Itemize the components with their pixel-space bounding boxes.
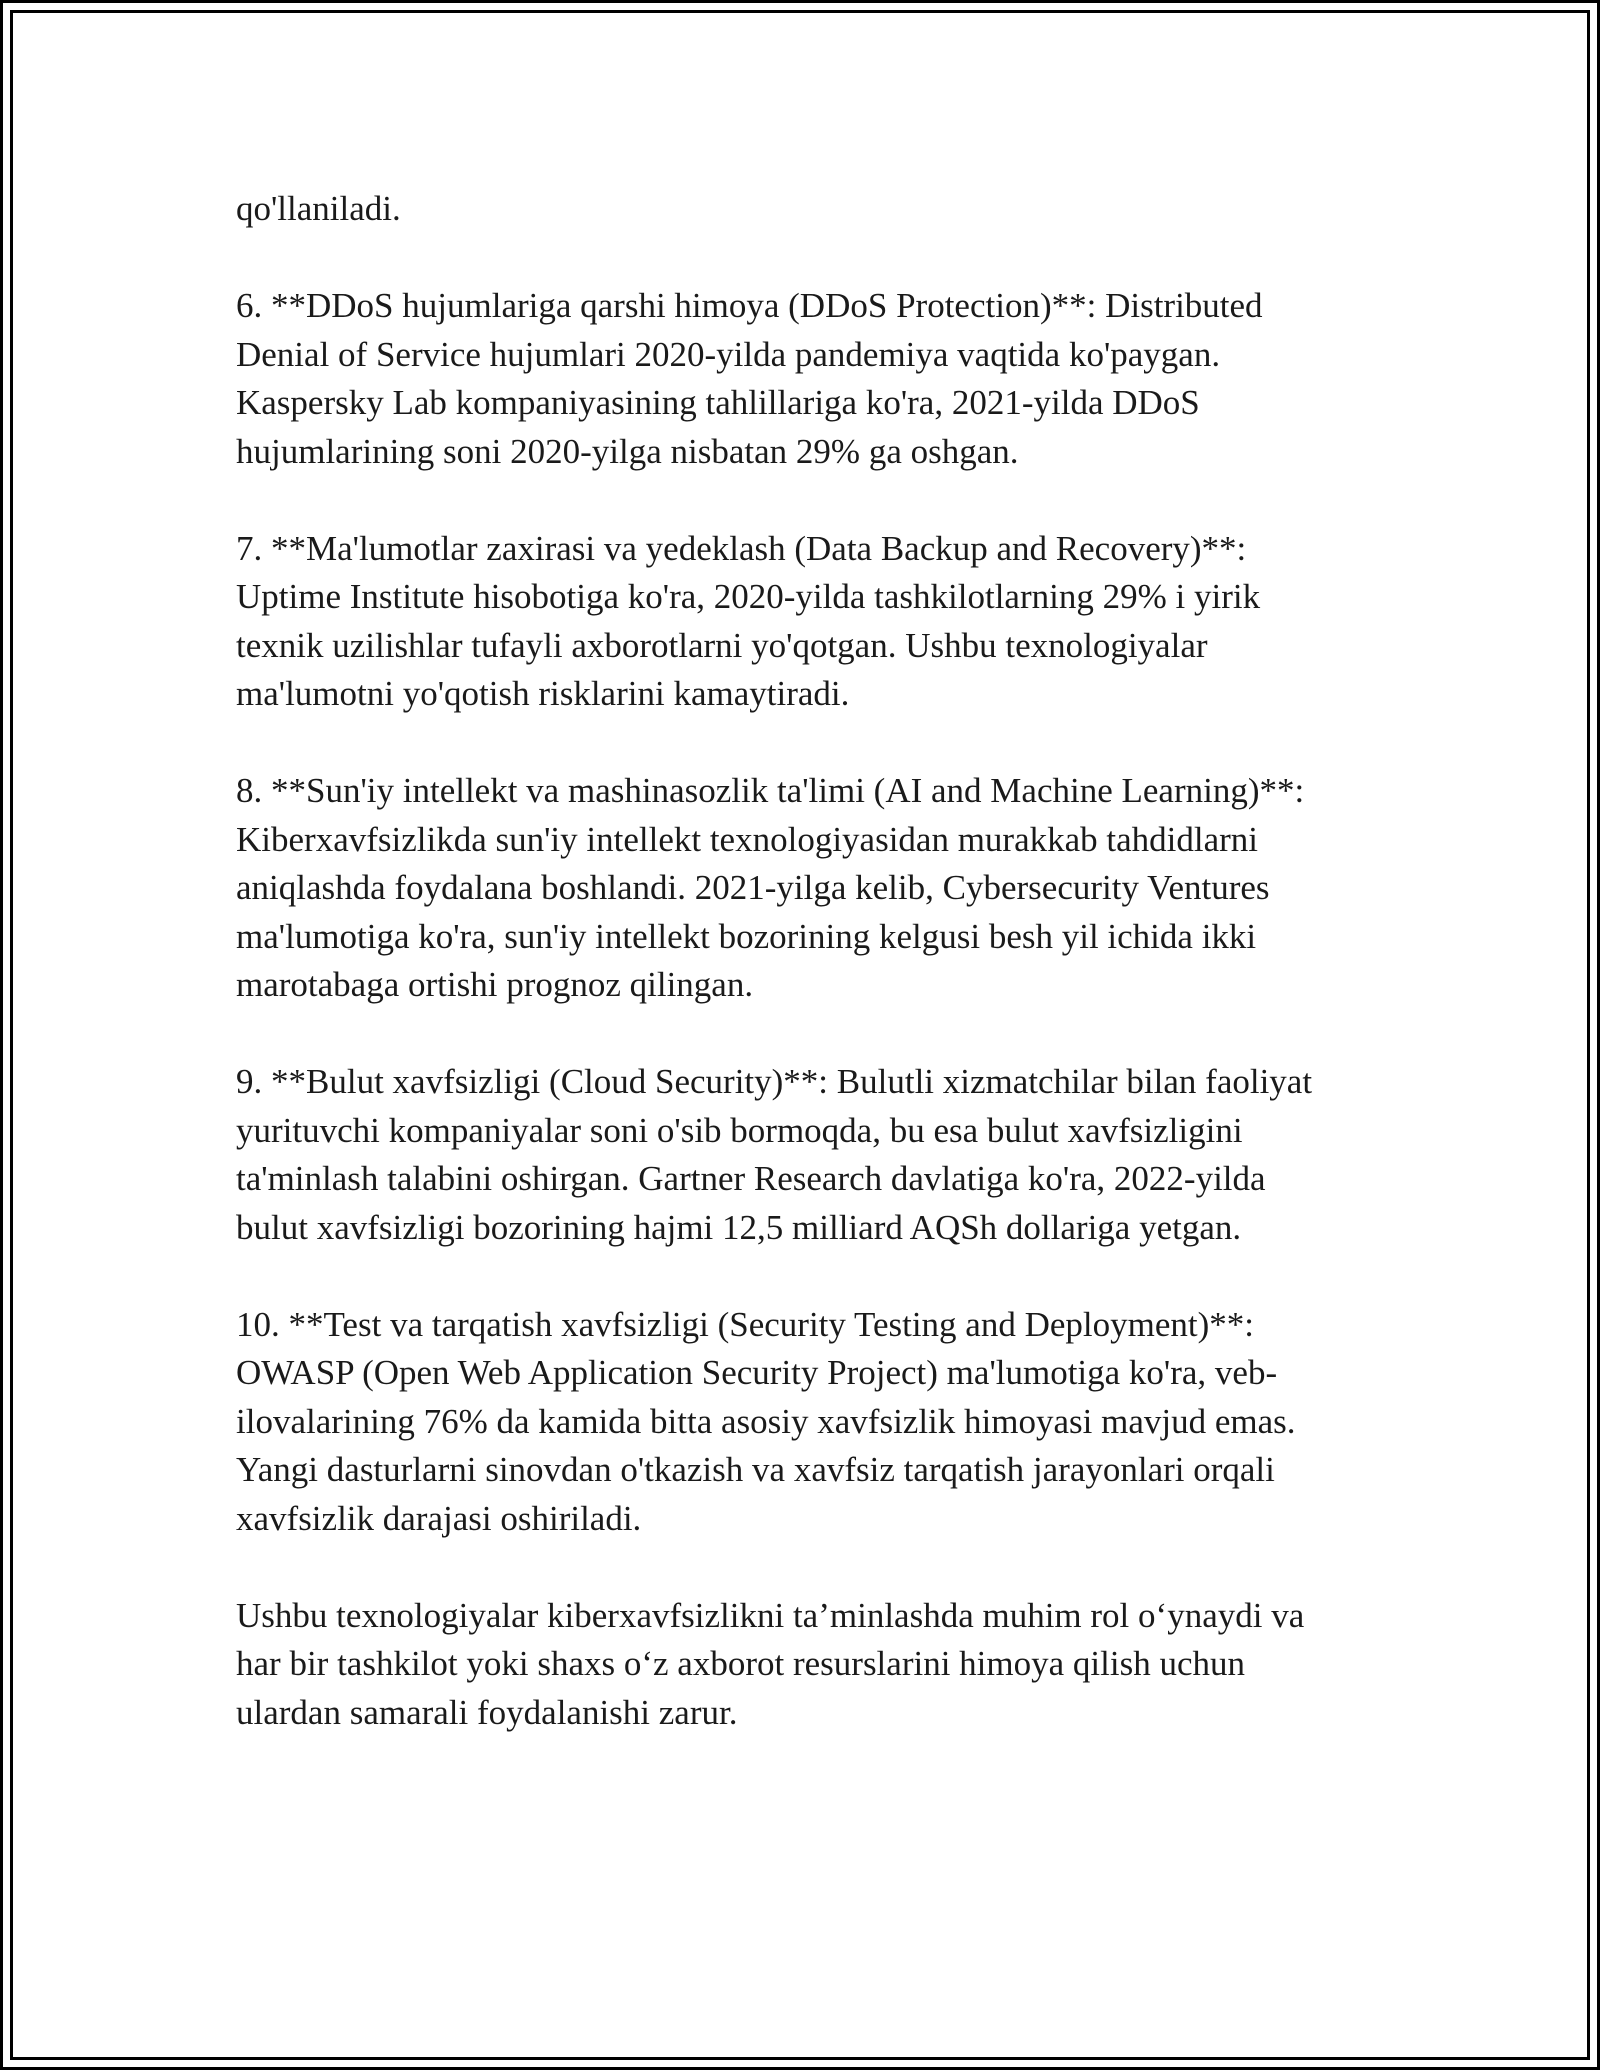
paragraph-item-8-ai-ml: 8. **Sun'iy intellekt va mashinasozlik ta'limi (AI and Machine Learning)**: Kiberxavfsizlikda sun'iy intellekt texnologiyasidan murakkab tahdidlarni aniqlashda foydalana boshlandi. 2021-yilga kelib, Cybersecurity Ventures ma'lumotiga ko'ra, sun'iy intellekt bozorining kelgusi besh yil ichida ikki marotabaga ortishi prognoz qilingan.	[236, 771, 1305, 1004]
paragraph-continuation: qo'llaniladi.	[236, 189, 401, 228]
paragraph-item-10-security-testing: 10. **Test va tarqatish xavfsizligi (Security Testing and Deployment)**: OWASP (Open Web Application Security Project) ma'lumotiga ko'ra, veb- ilovalarining 76% da kamida bitta asosiy xavfsizlik himoyasi mavjud emas. Yangi dasturlarni sinovdan o'tkazish va xavfsiz tarqatish jarayonlari orqali xavfsizlik darajasi oshiriladi.	[236, 1304, 1296, 1538]
paragraph-item-7-data-backup: 7. **Ma'lumotlar zaxirasi va yedeklash (Data Backup and Recovery)**: Uptime Institute hisobotiga ko'ra, 2020-yilda tashkilotlarning 29% i yirik texnik uzilishlar tufayli axborotlarni yo'qotgan. Ushbu texnologiyalar ma'lumotni yo'qotish risklarini kamaytiradi.	[236, 528, 1261, 713]
paragraph-item-9-cloud-security: 9. **Bulut xavfsizligi (Cloud Security)**: Bulutli xizmatchilar bilan faoliyat yurituvchi kompaniyalar soni o'sib bormoqda, bu esa bulut xavfsizligini ta'minlash talabini oshirgan. Gartner Research davlatiga ko'ra, 2022-yilda bulut xavfsizligi bozorining hajmi 12,5 milliard AQSh dollariga yetgan.	[236, 1062, 1313, 1247]
document-body	[236, 185, 1416, 1786]
paragraph-conclusion: Ushbu texnologiyalar kiberxavfsizlikni ta’minlashda muhim rol o‘ynaydi va har bir tashkilot yoki shaxs o‘z axborot resurslarini himoya qilish uchun ulardan samarali foydalanishi zarur.	[236, 1595, 1305, 1732]
paragraph-item-6-ddos-protection: 6. **DDoS hujumlariga qarshi himoya (DDoS Protection)**: Distributed Denial of Service hujumlari 2020-yilda pandemiya vaqtida ko'paygan. Kaspersky Lab kompaniyasining tahlillariga ko'ra, 2021-yilda DDoS hujumlarining soni 2020-yilga nisbatan 29% ga oshgan.	[236, 286, 1263, 471]
